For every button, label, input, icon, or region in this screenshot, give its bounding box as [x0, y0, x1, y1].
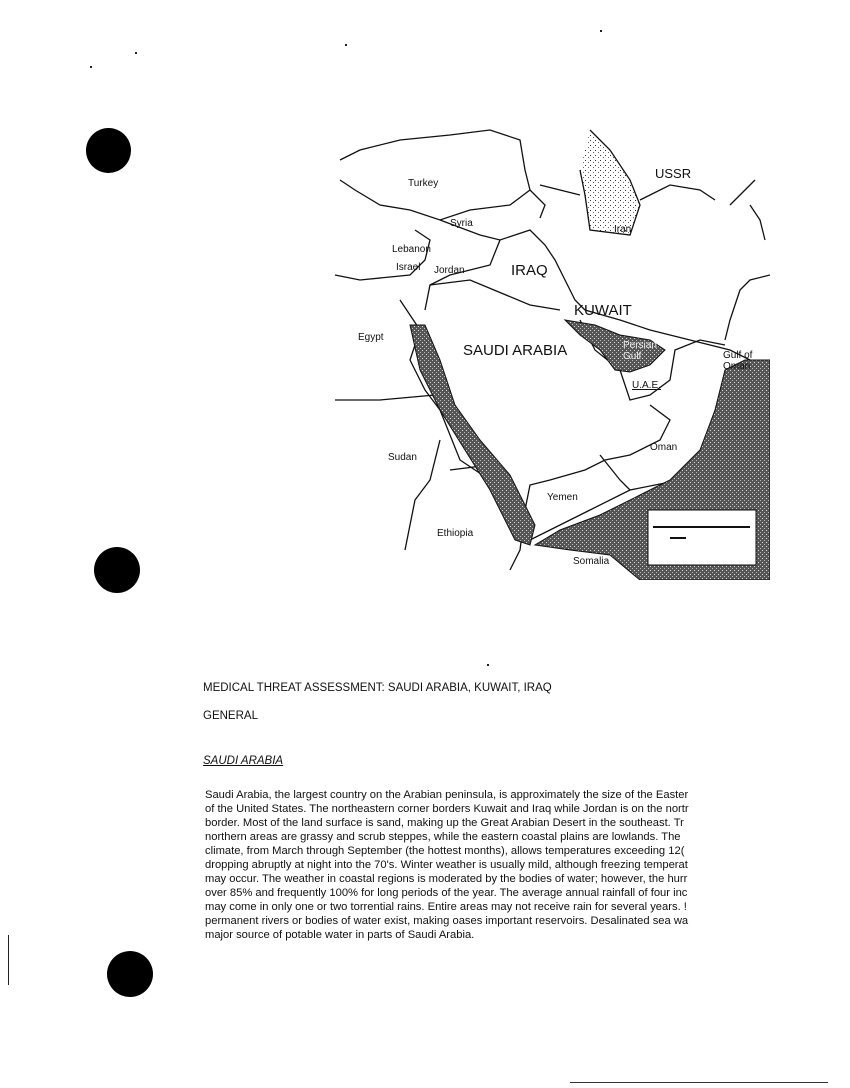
map-label-gulf-of-oman: Gulf of Oman [723, 350, 753, 372]
binder-hole-middle [94, 547, 140, 593]
binder-hole-bottom [107, 951, 153, 997]
map-label-lebanon: Lebanon [392, 244, 431, 255]
paragraph-line: Saudi Arabia, the largest country on the Arabian peninsula, is approximately the size of the Easter [205, 789, 689, 801]
map-label-uae: U.A.E. [632, 380, 661, 391]
map-label-iraq: IRAQ [511, 262, 548, 279]
section-heading: GENERAL [203, 710, 258, 722]
scan-speck [8, 935, 9, 985]
map-label-somalia: Somalia [573, 556, 610, 567]
map-label-iran: Iran [614, 224, 632, 235]
subsection-heading: SAUDI ARABIA [203, 755, 284, 767]
map-label-turkey: Turkey [408, 178, 439, 189]
document-title: MEDICAL THREAT ASSESSMENT: SAUDI ARABIA, KUWAIT, IRAQ [203, 682, 552, 694]
scan-speck [135, 52, 137, 54]
scan-speck [90, 66, 92, 68]
map-label-kuwait: KUWAIT [574, 302, 632, 319]
map-label-egypt: Egypt [358, 332, 384, 343]
map-label-ussr: USSR [655, 166, 692, 181]
middle-east-map [330, 110, 770, 580]
map-label-jordan: Jordan [434, 265, 465, 276]
paragraph-line: may come in only one or two torrential rains. Entire areas may not receive rain for several years. ! [205, 901, 687, 913]
map-label-ethiopia: Ethiopia [437, 528, 474, 539]
scan-speck [487, 664, 489, 666]
scan-speck [345, 44, 347, 46]
paragraph-line: border. Most of the land surface is sand, making up the Great Arabian Desert in the southeast. Tr [205, 817, 684, 829]
paragraph-line: may occur. The weather in coastal regions is moderated by the bodies of water; however, the hurr [205, 873, 688, 885]
paragraph-line: permanent rivers or bodies of water exist, making oases important reservoirs. Desalinated sea wa [205, 915, 689, 927]
paragraph-line: over 85% and frequently 100% for long periods of the year. The average annual rainfall of four inc [205, 887, 688, 899]
footer-rule [570, 1082, 828, 1083]
map-label-saudi-arabia: SAUDI ARABIA [463, 342, 568, 359]
scale-bar-box [648, 510, 756, 565]
map-label-persian-gulf: Persian Gulf [623, 340, 657, 362]
scan-speck [600, 30, 602, 32]
paragraph-line: northern areas are grassy and scrub steppes, while the eastern coastal plains are lowlands. The [205, 831, 681, 843]
map-label-sudan: Sudan [388, 452, 417, 463]
paragraph-line: dropping abruptly at night into the 70's. Winter weather is usually mild, although freezing temperat [205, 859, 688, 871]
binder-hole-top [86, 128, 131, 173]
map-label-yemen: Yemen [547, 492, 578, 503]
paragraph-line: major source of potable water in parts of Saudi Arabia. [205, 929, 475, 941]
map-label-oman: Oman [650, 442, 678, 453]
paragraph-line: of the United States. The northeastern corner borders Kuwait and Iraq while Jordan is on the nortr [205, 803, 689, 815]
paragraph-line: climate, from March through September (the hottest months), allows temperatures exceeding 12( [205, 845, 685, 857]
map-label-syria: Syria [450, 218, 473, 229]
map-label-israel: Israel [396, 262, 421, 273]
